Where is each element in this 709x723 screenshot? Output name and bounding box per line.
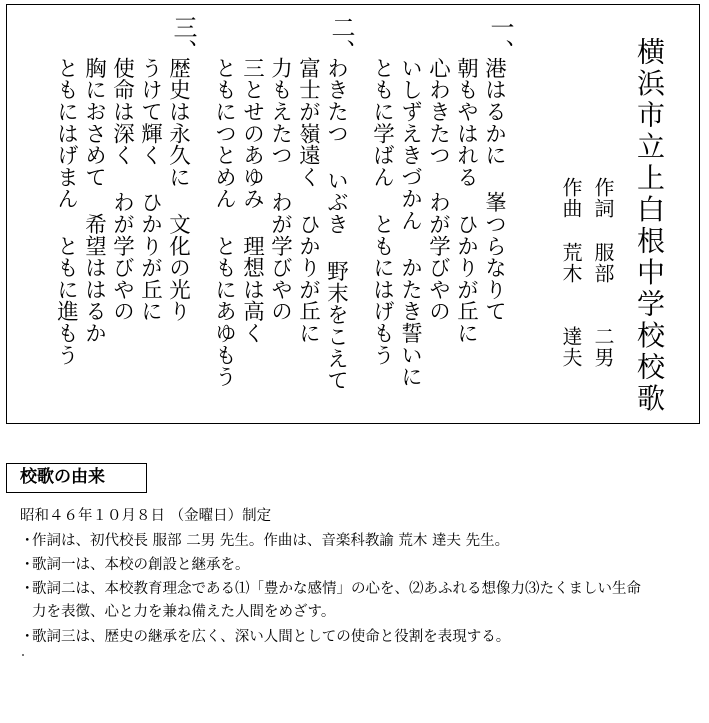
origin-bullet-3-text: 歌詞二は、本校教育理念である⑴「豊かな感情」の心を、⑵あふれる想像力⑶たくましい生命 — [32, 581, 641, 597]
bullet-dot: ・ — [20, 557, 35, 573]
lyricist-family-name: 服部 — [591, 242, 615, 284]
verse-1-line-3: 心わきたつ わが学びやの — [425, 57, 451, 323]
verse-1-number: 一、 — [486, 15, 514, 63]
bullet-dot: ・ — [20, 629, 35, 645]
composer-given-name: 達夫 — [559, 326, 583, 368]
verse-1-line-1: 港はるかに 峯つらなりて — [481, 57, 507, 323]
verse-1-line-4: いしずえきづかん かたき誓いに — [397, 57, 423, 388]
verse-2-number: 二、 — [327, 15, 355, 63]
bullet-dot: ・ — [20, 533, 35, 549]
composer-family-name: 荒木 — [559, 242, 583, 284]
verse-3-line-3: 使命は深く わが学びやの — [109, 57, 135, 323]
verse-3-line-2: うけて輝く ひかりが丘に — [137, 57, 163, 323]
origin-heading: 校歌の由来 — [6, 463, 147, 493]
verse-3-number: 三、 — [169, 15, 197, 63]
enactment-date: 昭和４６年１０月８日 （金曜日）制定 — [20, 508, 272, 524]
verse-2-line-2: 富士が嶺遠く ひかりが丘に — [295, 57, 321, 344]
verse-3-line-1: 歴史は永久に 文化の光り — [165, 57, 191, 323]
verse-2-line-3: 力もえたつ わが学びやの — [267, 57, 293, 323]
verse-3-line-5: ともにはげまん ともに進もう — [53, 57, 79, 366]
verse-3-line-4: 胸におさめて 希望ははるか — [81, 57, 107, 344]
school-song-box — [6, 4, 700, 424]
origin-bullet-3-text-continued: 力を表徴、心と力を兼ね備えた人間をめざす。 — [32, 604, 336, 620]
song-title: 横浜市立上白根中学校校歌 — [633, 37, 666, 415]
verse-2-line-4: 三とせのあゆみ 理想は高く — [239, 57, 265, 344]
bullet-dot: ・ — [20, 581, 35, 597]
stray-dot — [22, 654, 24, 656]
lyricist-given-name: 二男 — [591, 326, 615, 368]
composer-name — [561, 242, 581, 368]
verse-2-line-1: わきたつ いぶき 野末をこえて — [323, 57, 349, 391]
verse-2-line-5: ともにつとめん ともにあゆもう — [211, 57, 237, 388]
verse-1-line-5: ともに学ばん ともにはげもう — [369, 57, 395, 366]
origin-bullet-2-text: 歌詞一は、本校の創設と継承を。 — [32, 557, 250, 573]
verse-1-line-2: 朝もやはれる ひかりが丘に — [453, 57, 479, 344]
origin-bullet-1-text: 作詞は、初代校長 服部 二男 先生。作曲は、音楽科教諭 荒木 達夫 先生。 — [32, 533, 510, 549]
lyricist-role: 作詞 — [591, 177, 615, 219]
origin-bullet-4-text: 歌詞三は、歴史の継承を広く、深い人間としての使命と役割を表現する。 — [32, 629, 511, 645]
lyricist-name — [593, 242, 613, 368]
composer-role: 作曲 — [559, 177, 583, 219]
